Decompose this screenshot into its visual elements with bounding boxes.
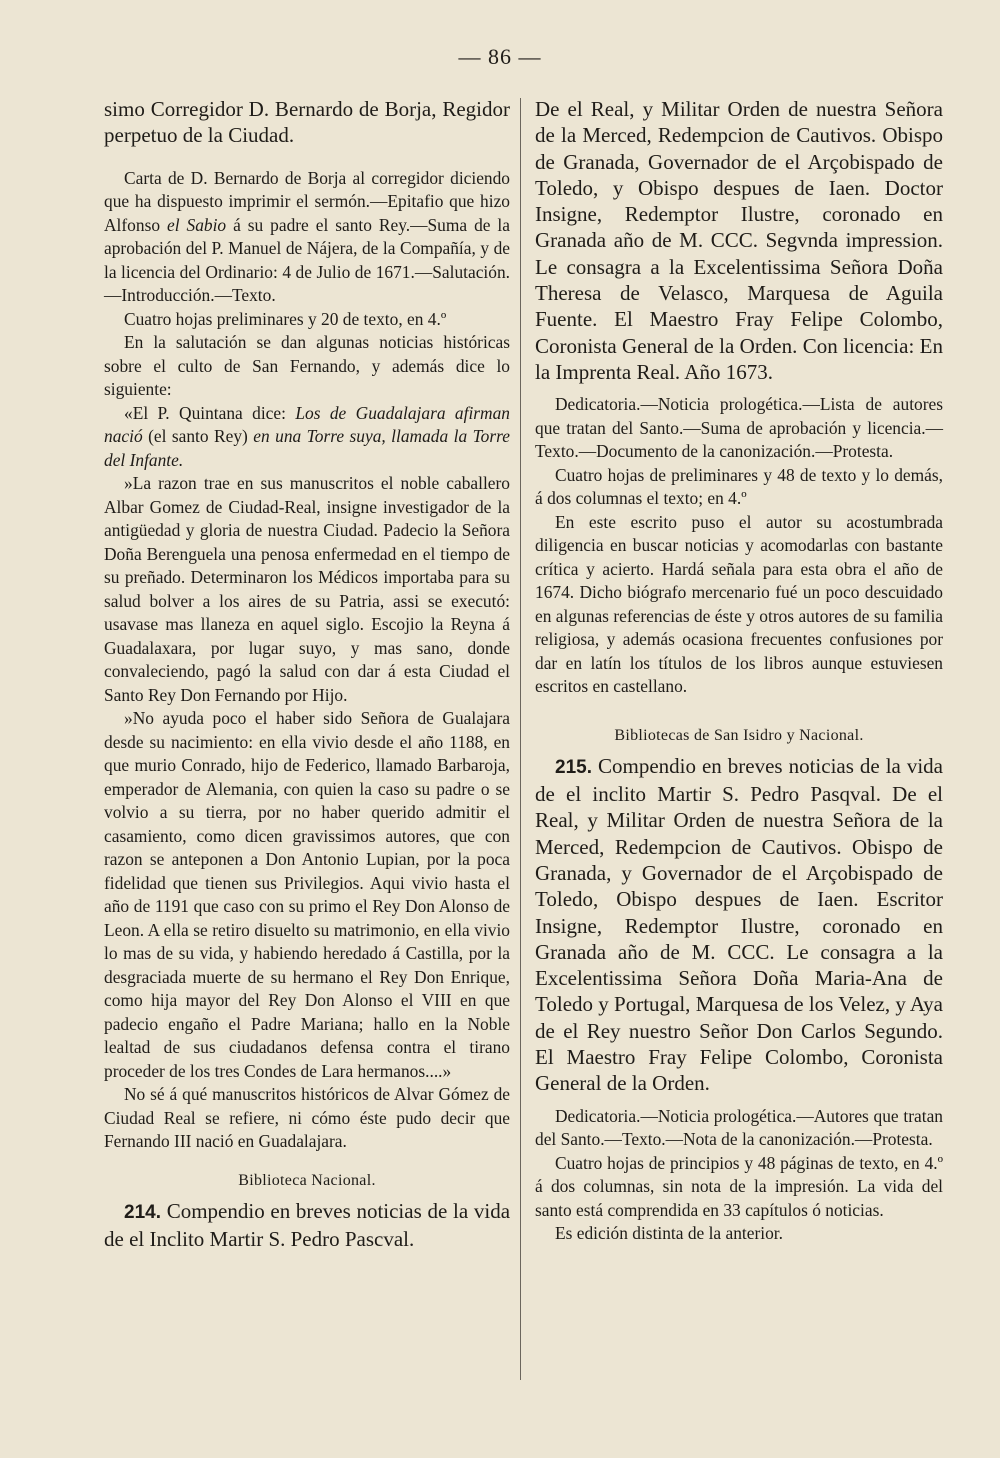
paragraph (104, 167, 510, 308)
column-divider (520, 98, 521, 1380)
left-column (104, 96, 510, 1252)
paragraph: No sé á qué manuscritos históricos de Alvar Gómez de Ciudad Real se refiere, ni cómo éste pudo decir que Fernando III nació en Guadalajara. (104, 1084, 510, 1152)
paragraph: simo Corregidor D. Bernardo de Borja, Regidor perpetuo de la Ciudad. (104, 97, 510, 148)
entry-title: Compendio en breves noticias de la vida de el Inclito Martir S. Pedro Pascval. (104, 1198, 511, 1251)
entry-title: Compendio en breves noticias de la vida de el inclito Martir S. Pedro Pasqval. De el Real, y Militar Orden de nuestra Señora de la Merced, Redempcion de Cautivos. Obispo de Granada, y Governador de el Arçobispado de Toledo, Obispo despues de Iaen. Escritor Insigne, Redemptor Ilustre, coronado en Granada año de M. CCC. Le consagra a la Excelentissima Señora Doña Maria-Ana de Toledo y Portugal, Marquesa de los Velez, y Aya de el Rey nuestro Señor Don Carlos Segundo. El Maestro Fray Felipe Colombo, Coronista General de la Orden. (535, 753, 944, 1096)
text-run: «El P. Quintana dice: (124, 402, 286, 423)
text-run: á su padre el santo Rey.—Suma de la aprobación del P. Manuel de Nájera, de la Compañía, y de la licencia del Ordinario: 4 de Julio de 1671.—Salutación.—Introducción.—Texto. (104, 214, 510, 306)
paragraph: Cuatro hojas de principios y 48 páginas de texto, en 4.º á dos columnas, sin nota de la impresión. La vida del santo está comprendida en 33 capítulos ó noticias. (535, 1152, 943, 1220)
paragraph: Dedicatoria.—Noticia prologética.—Lista de autores que tratan del Santo.—Suma de aprobación y licencia.—Texto.—Documento de la canonización.—Protesta. (535, 394, 943, 462)
italic-text: Los de Guadalajara afirman nació (104, 402, 510, 447)
entry-number: 214. (124, 1201, 161, 1223)
paragraph: Dedicatoria.—Noticia prologética.—Autores que tratan del Santo.—Texto.—Nota de la canonización.—Protesta. (535, 1105, 943, 1150)
paragraph: En la salutación se dan algunas noticias históricas sobre el culto de San Fernando, y además dice lo siguiente: (104, 332, 510, 400)
entry-number: 215. (555, 756, 592, 778)
paragraph: »La razon trae en sus manuscritos el noble caballero Albar Gomez de Ciudad-Real, insigne investigador de la antigüedad y gloria de nuestra Ciudad. Padecio la Señora Doña Berenguela una penosa enfermedad en el tiempo de su preñado. Determinaron los Médicos importaba para su salud bolver a los aires de su Patria, assi se executó: usavase mas llaneza en aquel siglo. Escojio la Reyna á Guadalaxara, por lugar suyo, y mas sano, donde convaleciendo, pagó la salud con dar á esta Ciudad el Santo Rey Don Fernando por Hijo. (104, 473, 510, 705)
library-note: Bibliotecas de San Isidro y Nacional. (614, 726, 864, 744)
text-run: (el santo Rey) (148, 426, 248, 447)
paragraph: En este escrito puso el autor su acostumbrada diligencia en buscar noticias y acomodarlas con bastante crítica y acierto. Hardá señala para esta obra el año de 1674. Dicho biógrafo mercenario fué un poco descuidado en algunas referencias de éste y otros autores de su familia religiosa, y además ocasiona frecuentes confusiones por dar en latín los títulos de los libros aunque estuviesen escritos en castellano. (535, 511, 943, 697)
paragraph: »No ayuda poco el haber sido Señora de Gualajara desde su nacimiento: en ella vivio desde el año 1188, en que murio Conrado, hijo de Federico, llamado Barbaroja, emperador de Alemania, con quien la caso su padre o se volvio a su tierra, por no haber querido admitir el casamiento, como dicen gravissimos autores, que con razon se anteponen a Don Antonio Lupian, por la poca fidelidad que tienen sus Privilegios. Aqui vivio hasta el año de 1191 que caso con su primo el Rey Don Alonso de Leon. A ella se retiro disuelto su matrimonio, en ella vivio lo mas de su vida, y habiendo heredado á Castilla, por la desgraciada muerte de su hermano el Rey Don Enrique, como hija mayor del Rey Don Alonso el VIII en que padecio engaño el Padre Mariana; hallo en la Noble lealtad de sus ciudadanos defensa contra el tirano proceder de los tres Condes de Lara hermanos....» (104, 708, 510, 1081)
paragraph: De el Real, y Militar Orden de nuestra Señora de la Merced, Redempcion de Cautivos. Obispo de Granada, Governador de el Arçobispado de Toledo, y Obispo despues de Iaen. Doctor Insigne, Redemptor Ilustre, coronado en Granada año de M. CCC. Segvnda impression. Le consagra a la Excelentissima Señora Doña Theresa de Velasco, Marquesa de Aguila Fuente. El Maestro Fray Felipe Colombo, Coronista General de la Orden. Con licencia: En la Imprenta Real. Año 1673. (535, 97, 943, 384)
right-column (535, 96, 943, 1246)
page-number: — 86 — (458, 44, 542, 69)
entry-215 (535, 753, 943, 1097)
paragraph: Cuatro hojas preliminares y 20 de texto, en 4.º (124, 308, 447, 329)
paragraph: Es edición distinta de la anterior. (555, 1223, 783, 1244)
library-note: Biblioteca Nacional. (238, 1171, 376, 1189)
paragraph (104, 402, 510, 473)
italic-text: en una Torre suya, llamada la Torre del Infante. (104, 426, 510, 470)
entry-214 (104, 1198, 510, 1253)
text-run: Carta de D. Bernardo de Borja al corregidor diciendo que ha dispuesto imprimir el sermón.—Epitafio que hizo Alfonso (104, 167, 510, 235)
paragraph: Cuatro hojas de preliminares y 48 de texto y lo demás, á dos columnas el texto; en 4.º (535, 464, 943, 509)
italic-text: el Sabio (167, 214, 227, 235)
